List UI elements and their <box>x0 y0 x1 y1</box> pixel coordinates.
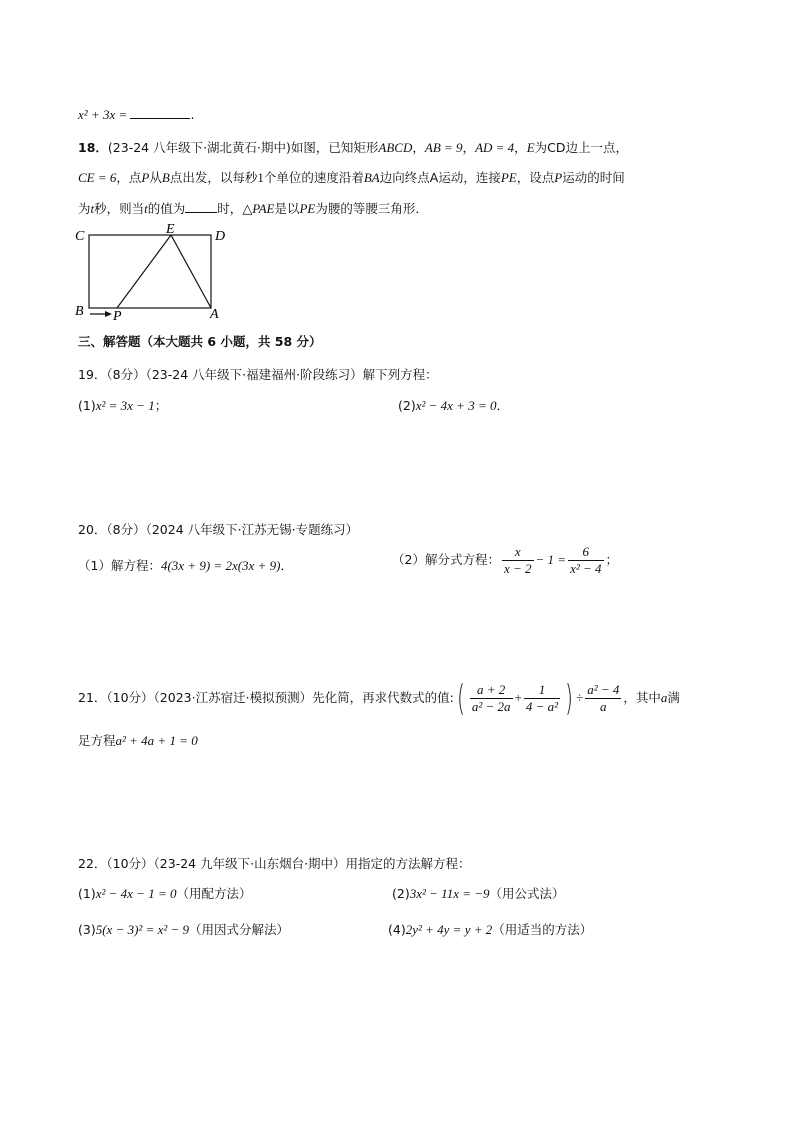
q18-ab: AB = 9 <box>424 140 463 155</box>
q18-triangle: △PAE <box>242 201 275 216</box>
fraction <box>502 544 534 577</box>
part-label: (1) <box>78 398 96 413</box>
q18-text: 为 <box>78 201 91 216</box>
numerator: 1 <box>524 682 560 699</box>
punct: ． <box>496 398 509 413</box>
q19-part2 <box>398 396 509 414</box>
q18-p: P <box>141 170 150 185</box>
q21-text: 满 <box>667 690 680 705</box>
q18-line2 <box>78 168 625 186</box>
q18-text: 边上一点， <box>565 140 629 155</box>
q18-text: 秒，则当 <box>94 201 145 216</box>
arrow-head <box>105 311 112 317</box>
q18-ad: AD = 4 <box>475 140 515 155</box>
q22-eq3: 5(x − 3)² = x² − 9 <box>95 922 190 937</box>
label-e: E <box>166 222 175 237</box>
q18-ce: CE = 6 <box>78 170 117 185</box>
label-p: P <box>113 309 122 322</box>
method: （用公式法） <box>489 886 565 901</box>
part-label: (4) <box>388 922 406 937</box>
punct: ． <box>280 558 293 573</box>
fraction <box>524 682 560 715</box>
q18-text: 为腰的等腰三角形． <box>315 201 428 216</box>
q18-line3 <box>78 199 428 217</box>
part-label: (3) <box>78 922 96 937</box>
q19-header: 19．（8分）（23-24 八年级下·福建福州·阶段练习）解下列方程： <box>78 367 438 382</box>
q19-eq1: x² = 3x − 1 <box>95 398 155 413</box>
q22-part2 <box>392 884 565 902</box>
q20-mid: − 1 = <box>535 552 567 567</box>
top-expression: x² + 3x = <box>78 107 131 122</box>
denominator: x² − 4 <box>570 561 602 576</box>
label-d: D <box>215 229 226 244</box>
numerator: 6 <box>568 544 603 561</box>
q18-text: 是以 <box>274 201 300 216</box>
q21-header: 21．（10分）（2023·江苏宿迁·模拟预测）先化简，再求代数式的值: <box>78 690 454 705</box>
q21-eq: a² + 4a + 1 = 0 <box>115 733 198 748</box>
q18-text: 的值为 <box>147 201 186 216</box>
q18-text: 边向终点 <box>379 170 430 185</box>
q18-a: A <box>429 170 439 185</box>
top-line <box>78 106 194 123</box>
part-label: （1）解方程： <box>78 558 161 573</box>
q18-b: B <box>161 170 170 185</box>
divide-sign: ÷ <box>576 690 584 705</box>
q18-text: ，点 <box>116 170 142 185</box>
segment-ea <box>171 235 211 308</box>
q19-eq2: x² − 4x + 3 = 0 <box>415 398 497 413</box>
q18-one: 1 <box>257 170 264 185</box>
part-label: （2）解分式方程： <box>392 552 500 567</box>
q18-p: P <box>554 170 563 185</box>
fraction <box>585 682 621 715</box>
q21-a: a <box>660 690 668 705</box>
method: （用适当的方法） <box>492 922 593 937</box>
q22-header: 22．（10分）（23-24 九年级下·山东烟台·期中）用指定的方法解方程： <box>78 856 471 871</box>
method: （用配方法） <box>176 886 252 901</box>
q18-text: 为 <box>534 140 548 155</box>
q21-text: 足方程 <box>78 733 116 748</box>
q18-text: 运动的时间 <box>562 170 625 185</box>
q22-part3 <box>78 920 289 938</box>
q18-text: 从 <box>149 170 162 185</box>
section-title: 三、解答题（本大题共 6 小题，共 58 分） <box>78 334 322 349</box>
q18-number: 18． <box>78 140 108 155</box>
label-b: B <box>75 304 84 319</box>
part-label: (2) <box>392 886 410 901</box>
q18-ba: BA <box>363 170 380 185</box>
q22-eq2: 3x² − 11x = −9 <box>409 886 490 901</box>
answer-blank <box>185 200 217 213</box>
segment-pe <box>117 235 171 308</box>
q18-text: 运动，连接 <box>438 170 501 185</box>
plus-sign: + <box>514 690 522 705</box>
right-paren: ) <box>565 678 573 719</box>
q21-text: ，其中 <box>623 690 661 705</box>
punct: ； <box>154 398 168 413</box>
denominator: a <box>600 699 607 714</box>
punct: ； <box>605 552 619 567</box>
q19-part1 <box>78 396 167 414</box>
q21-line2 <box>78 731 198 749</box>
fraction <box>470 682 513 715</box>
label-c: C <box>75 229 85 244</box>
q18-e: E <box>526 140 535 155</box>
q18-text: ，设点 <box>516 170 555 185</box>
label-a: A <box>210 307 219 322</box>
rectangle-abcd <box>89 235 211 308</box>
q18-t: t <box>90 201 95 216</box>
q20-header: 20．（8分）（2024 八年级下·江苏无锡·专题练习） <box>78 522 359 537</box>
q18-text: 时， <box>217 201 243 216</box>
left-paren: ( <box>456 678 465 719</box>
q18-source: (23-24 八年级下·湖北黄石·期中) <box>107 140 291 155</box>
part-label: (1) <box>78 886 96 901</box>
q18-text: 点出发，以每秒 <box>169 170 258 185</box>
q20-eq1: 4(3x + 9) = 2x(3x + 9) <box>160 558 281 573</box>
answer-blank <box>130 106 190 119</box>
q20-part2 <box>392 544 618 577</box>
q18-pe: PE <box>500 170 517 185</box>
q18-rect-name: ABCD <box>378 140 413 155</box>
q18-pe: PE <box>299 201 316 216</box>
q22-part4 <box>388 920 592 938</box>
denominator: 4 − a² <box>525 699 559 714</box>
numerator: a + 2 <box>470 682 513 699</box>
q18-cd: CD <box>547 140 566 155</box>
top-end: . <box>190 107 195 122</box>
numerator: a² − 4 <box>587 682 620 697</box>
q18-text: 个单位的速度沿着 <box>263 170 364 185</box>
denominator: x − 2 <box>503 561 532 576</box>
q18-t: t <box>144 201 148 216</box>
q21-line1 <box>78 678 680 719</box>
denominator: a² − 2a <box>471 699 511 714</box>
q22-part1 <box>78 884 252 902</box>
q20-part1 <box>78 556 293 574</box>
q22-eq4: 2y² + 4y = y + 2 <box>405 922 493 937</box>
method: （用因式分解法） <box>189 922 290 937</box>
q18-figure <box>72 222 242 322</box>
q22-eq1: x² − 4x − 1 = 0 <box>95 886 177 901</box>
numerator: x <box>502 544 534 561</box>
q18-text: 如图，已知矩形 <box>290 140 379 155</box>
part-label: (2) <box>398 398 416 413</box>
fraction <box>568 544 603 577</box>
q18-line1: 18．(23-24 八年级下·湖北黄石·期中)如图，已知矩形ABCD，AB = 9，AD = 4，E为CD边上一点， <box>78 140 629 155</box>
